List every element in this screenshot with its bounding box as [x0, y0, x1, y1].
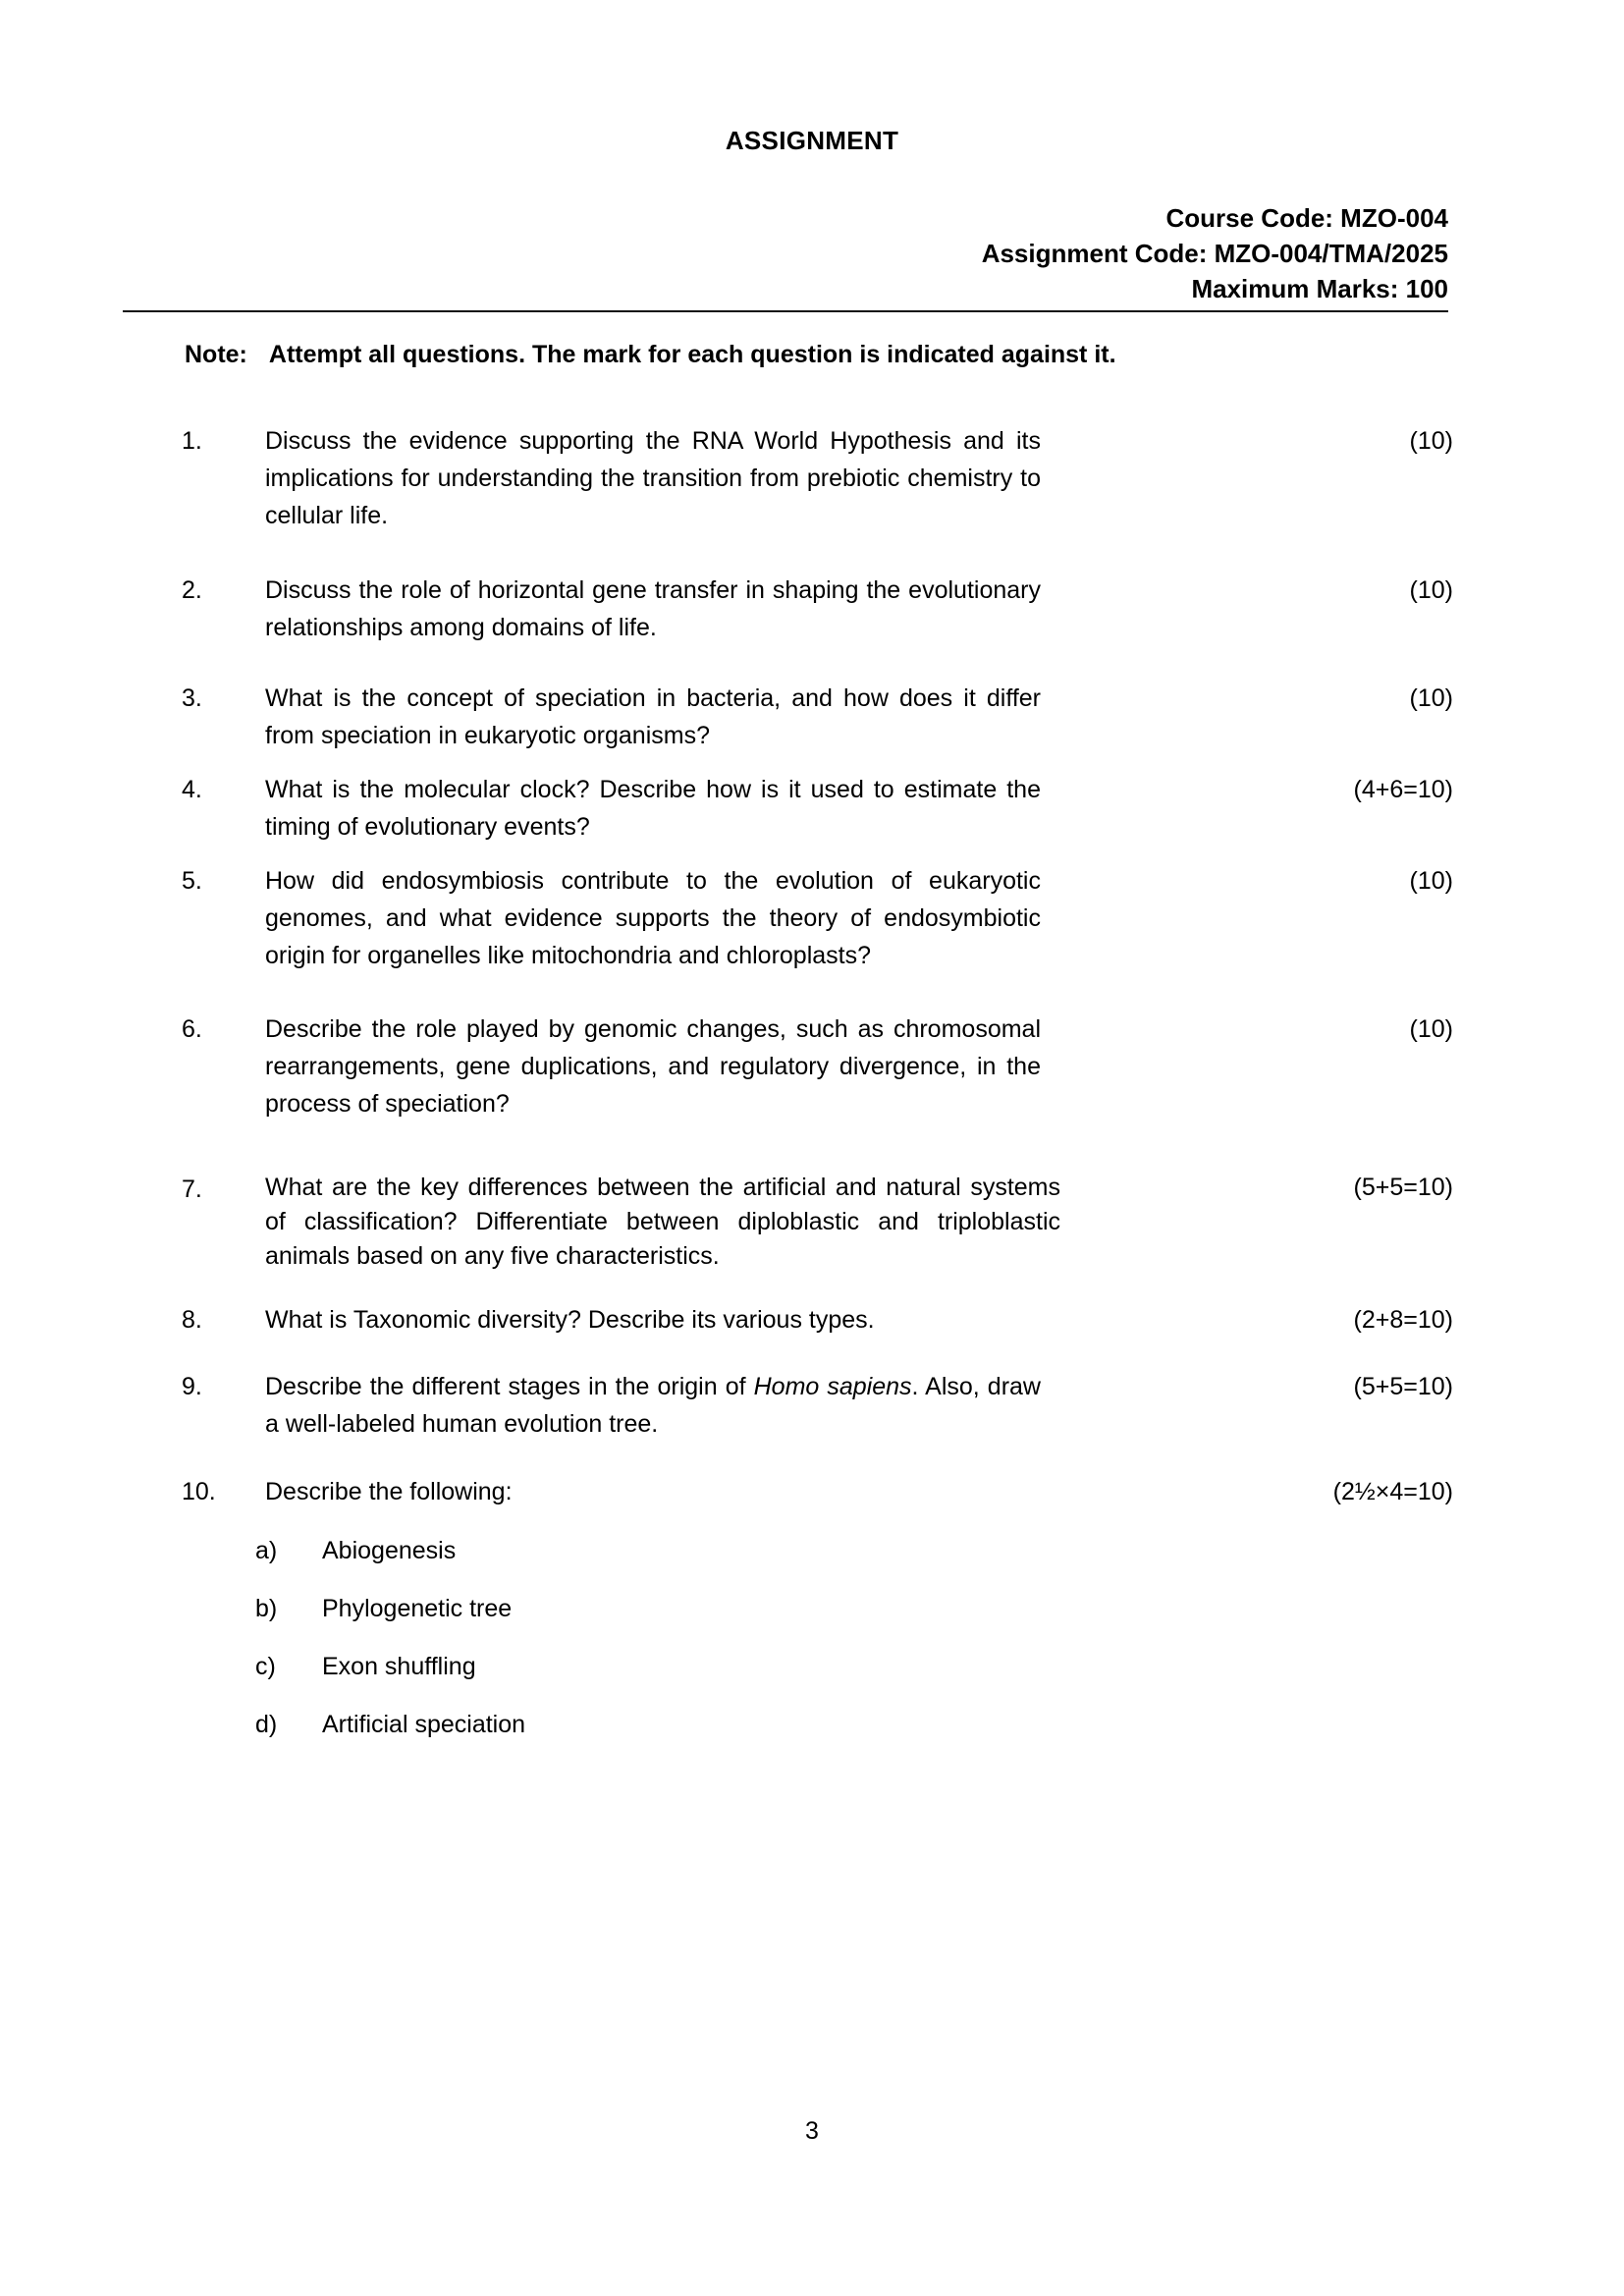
- question-text: What is the concept of speciation in bacteria, and how does it differ from speciation in eukaryotic organisms?: [265, 684, 1041, 749]
- sub-item-text: Exon shuffling: [322, 1653, 476, 1680]
- question-number: 6.: [182, 1015, 202, 1043]
- question-text-part-2: . Also, draw a well-labeled human evolution tree.: [265, 1373, 1041, 1438]
- question-text: Discuss the role of horizontal gene transfer in shaping the evolutionary relationships among domains of life.: [265, 576, 1041, 641]
- sub-item-label: c): [255, 1653, 276, 1680]
- note-text: Attempt all questions. The mark for each question is indicated against it.: [268, 341, 1116, 368]
- sub-item-text: Abiogenesis: [322, 1537, 457, 1564]
- page-title: ASSIGNMENT: [725, 126, 899, 155]
- question-marks: (10): [1409, 867, 1453, 895]
- question-number: 9.: [182, 1373, 202, 1400]
- note-row: [185, 341, 1116, 369]
- question-number: 5.: [182, 867, 202, 895]
- question-number: 10.: [182, 1478, 216, 1505]
- sub-item-label: d): [255, 1711, 278, 1738]
- question-number: 2.: [182, 576, 202, 604]
- question-marks: (5+5=10): [1353, 1174, 1453, 1201]
- question-text: What are the key differences between the artificial and natural systems of classification? Differentiate between diploblastic and triploblastic animals based on any five characteristics.: [265, 1174, 1060, 1270]
- question-text: [265, 1368, 1041, 1443]
- list-item: [255, 1532, 456, 1569]
- page-number: 3: [805, 2117, 819, 2145]
- question-number: 1.: [182, 427, 202, 455]
- question-marks: (10): [1409, 427, 1453, 455]
- list-item: [255, 1706, 525, 1743]
- question-text: Describe the following:: [265, 1478, 513, 1505]
- sub-item-label: a): [255, 1537, 278, 1564]
- question-marks: (2½×4=10): [1332, 1478, 1453, 1505]
- question-text-part-1: Describe the different stages in the origin of: [265, 1373, 754, 1400]
- question-text: What is Taxonomic diversity? Describe its various types.: [265, 1306, 875, 1334]
- assignment-code-line: Assignment Code: MZO-004/TMA/2025: [981, 239, 1448, 268]
- list-item: [255, 1648, 476, 1685]
- question-marks: (2+8=10): [1353, 1306, 1453, 1334]
- question-number: 7.: [182, 1175, 202, 1203]
- species-name-italic: Homo sapiens: [753, 1373, 912, 1400]
- course-meta-block: [123, 200, 1448, 306]
- question-number: 3.: [182, 684, 202, 712]
- question-text: What is the molecular clock? Describe how is it used to estimate the timing of evolutionary events?: [265, 776, 1041, 841]
- sub-item-text: Artificial speciation: [322, 1711, 526, 1738]
- question-number: 8.: [182, 1306, 202, 1334]
- question-marks: (10): [1409, 684, 1453, 712]
- question-marks: (10): [1409, 1015, 1453, 1043]
- question-marks: (5+5=10): [1353, 1373, 1453, 1400]
- question-number: 4.: [182, 776, 202, 803]
- sub-item-label: b): [255, 1595, 278, 1622]
- question-marks: (4+6=10): [1353, 776, 1453, 803]
- course-code-line: Course Code: MZO-004: [1165, 203, 1448, 233]
- header-divider: [123, 310, 1448, 312]
- note-label: Note:: [185, 341, 247, 368]
- list-item: [255, 1590, 512, 1627]
- question-text: Describe the role played by genomic changes, such as chromosomal rearrangements, gene duplications, and regulatory divergence, in the process of speciation?: [265, 1015, 1041, 1118]
- maximum-marks-line: Maximum Marks: 100: [1191, 274, 1448, 303]
- question-text: How did endosymbiosis contribute to the evolution of eukaryotic genomes, and what evidence supports the theory of endosymbiotic origin for organelles like mitochondria and chloroplasts?: [265, 867, 1041, 969]
- question-text: Discuss the evidence supporting the RNA World Hypothesis and its implications for understanding the transition from prebiotic chemistry to cellular life.: [265, 427, 1041, 529]
- sub-item-text: Phylogenetic tree: [322, 1595, 513, 1622]
- question-marks: (10): [1409, 576, 1453, 604]
